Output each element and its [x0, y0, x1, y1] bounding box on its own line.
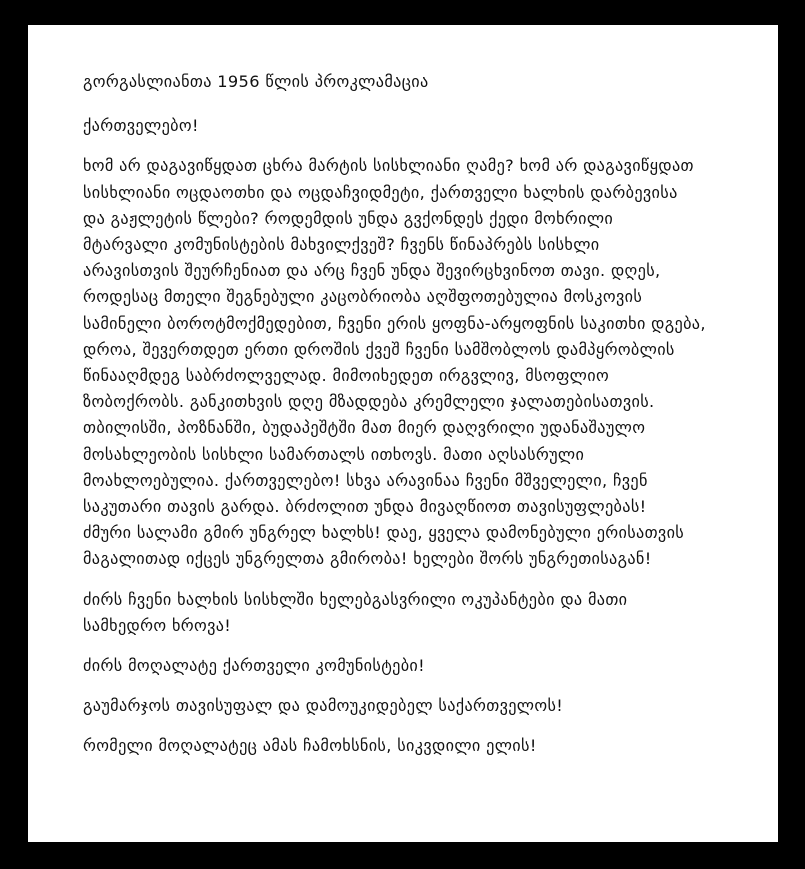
- text-line: მოსახლეობის სისხლი სამართალს ითხოვს. მათი აღსასრული: [83, 444, 585, 464]
- text-line: ძირს ჩვენი ხალხის სისხლში ხელებგასვრილი ოკუპანტები და მათი: [83, 589, 628, 609]
- text-line: დროა, შევერთდეთ ერთი დროშის ქვეშ ჩვენი სამშობლოს დამპყრობლის: [83, 339, 675, 359]
- text-line: ძირს მოღალატე ქართველი კომუნისტები!: [83, 656, 425, 676]
- text-line: მტარვალი კომუნისტების მახვილქვეშ? ჩვენს წინაპრებს სისხლი: [83, 235, 600, 255]
- text-line: ზობოქრობს. განკითხვის დღე მზადდება კრემლელი ჯალათებისათვის.: [83, 392, 655, 412]
- greeting: ქართველებო!: [83, 116, 199, 136]
- document-title: გორგასლიანთა 1956 წლის პროკლამაცია: [83, 72, 429, 91]
- text-line: არავისთვის შეურჩენიათ და არც ჩვენ უნდა შევირცხვინოთ თავი. დღეს,: [83, 261, 661, 281]
- text-line: გაუმარჯოს თავისუფალ და დამოუკიდებელ საქართველოს!: [83, 696, 564, 716]
- paragraph-occupants: [83, 587, 738, 639]
- text-line: ძმური სალამი გმირ უნგრელ ხალხს! დაე, ყველა დამონებული ერისათვის: [83, 523, 685, 543]
- text-line: როდესაც მთელი შეგნებული კაცობრიობა აღშფოთებულია მოსკოვის: [83, 287, 643, 307]
- text-line: ხომ არ დაგავიწყდათ ცხრა მარტის სისხლიანი ღამე? ხომ არ დაგავიწყდათ: [83, 156, 694, 176]
- text-line: სამხედრო ხროვა!: [83, 615, 232, 635]
- paragraph-traitors: [83, 653, 738, 679]
- text-line: მოახლოებულია. ქართველებო! სხვა არავინაა ჩვენი მშველელი, ჩვენ: [83, 470, 648, 490]
- paragraph-warning: [83, 733, 738, 759]
- document-page: [28, 25, 778, 842]
- paragraph-main: [83, 153, 738, 572]
- text-line: სისხლიანი ოცდაოთხი და ოცდაჩვიდმეტი, ქართველი ხალხის დარბევისა: [83, 182, 678, 202]
- text-line: თბილისში, პოზნანში, ბუდაპეშტში მათ მიერ დაღვრილი უდანაშაულო: [83, 418, 646, 438]
- text-line: საკუთარი თავის გარდა. ბრძოლით უნდა მივაღწიოთ თავისუფლებას!: [83, 497, 647, 517]
- text-line: რომელი მოღალატეც ამას ჩამოხსნის, სიკვდილი ელის!: [83, 736, 537, 756]
- text-line: და გაჟლეტის წლები? როდემდის უნდა გვქონდეს ქედი მოხრილი: [83, 208, 614, 228]
- text-line: სამინელი ბოროტმოქმედებით, ჩვენი ერის ყოფნა-არყოფნის საკითხი დგება,: [83, 313, 706, 333]
- text-line: მაგალითად იქცეს უნგრელთა გმირობა! ხელები შორს უნგრეთისაგან!: [83, 549, 652, 569]
- text-line: წინააღმდეგ საბრძოლველად. მიმოიხედეთ ირგვლივ, მსოფლიო: [83, 366, 610, 386]
- paragraph-long-live: [83, 693, 738, 719]
